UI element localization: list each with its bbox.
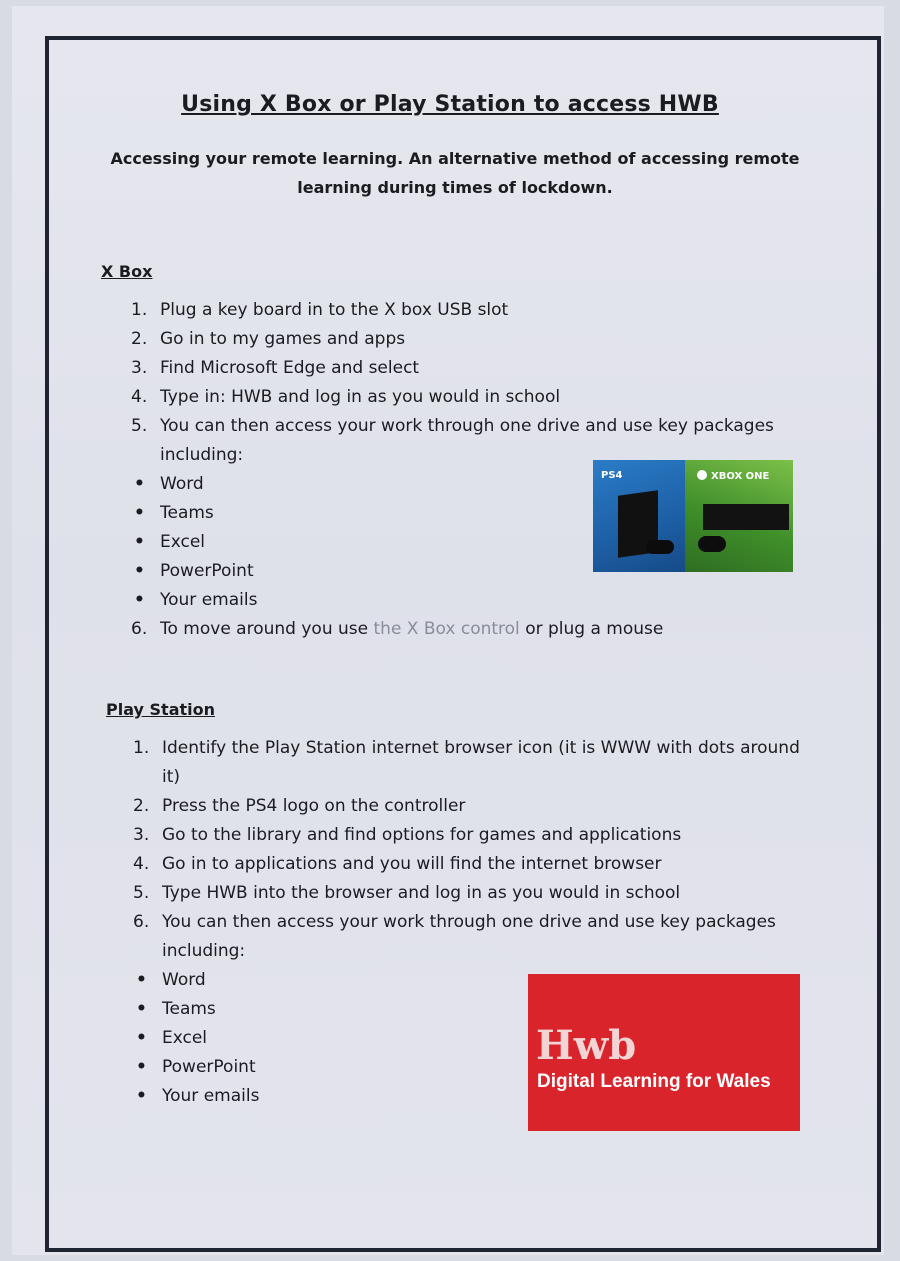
bullet-item: • Word (134, 474, 204, 494)
list-item: 2. Go in to my games and apps (131, 329, 406, 349)
bullet-item: • PowerPoint (136, 1057, 256, 1077)
list-item: 5. Type HWB into the browser and log in as you would in school (133, 883, 681, 903)
list-item: 6. To move around you use the X Box control or plug a mouse (131, 619, 664, 639)
list-item: 1. Identify the Play Station internet browser icon (it is WWW with dots around it) (133, 738, 800, 787)
document-title: Using X Box or Play Station to access HWB (181, 92, 719, 117)
list-item: 4. Type in: HWB and log in as you would in school (131, 387, 561, 407)
xbox-heading: X Box (101, 262, 153, 281)
ps4-controller-icon (646, 540, 674, 554)
playstation-heading: Play Station (106, 700, 215, 719)
bullet-item: • Word (136, 970, 206, 990)
ps4-logo: PS4 (601, 470, 623, 481)
document-subtitle: Accessing your remote learning. An alternative method of accessing remote learning during times of lockdown. (110, 149, 800, 197)
list-item: 2. Press the PS4 logo on the controller (133, 796, 466, 816)
list-item: 4. Go in to applications and you will find the internet browser (133, 854, 662, 874)
bullet-item: • Excel (136, 1028, 208, 1048)
bullet-item: • Your emails (134, 590, 258, 610)
xbox-controller-icon (698, 536, 726, 552)
hwb-logo-image (528, 974, 800, 1131)
bullet-item: • Excel (134, 532, 206, 552)
list-item: 1. Plug a key board in to the X box USB slot (131, 300, 509, 320)
hwb-tagline: Digital Learning for Wales (537, 1071, 771, 1092)
hwb-logo: Hwb (536, 1022, 637, 1069)
xbox-console-icon (703, 504, 789, 530)
list-item: 3. Find Microsoft Edge and select (131, 358, 420, 378)
bullet-item: • Your emails (136, 1086, 260, 1106)
list-item: 5. You can then access your work through one drive and use key packages including: (131, 416, 774, 465)
list-item: 3. Go to the library and find options for games and applications (133, 825, 682, 845)
xbox-logo: XBOX ONE (697, 470, 769, 482)
bullet-item: • Teams (136, 999, 216, 1019)
bullet-item: • Teams (134, 503, 214, 523)
console-image (593, 460, 793, 572)
list-item: 6. You can then access your work through one drive and use key packages including: (133, 912, 776, 961)
xbox-sphere-icon (697, 470, 707, 480)
bullet-item: • PowerPoint (134, 561, 254, 581)
